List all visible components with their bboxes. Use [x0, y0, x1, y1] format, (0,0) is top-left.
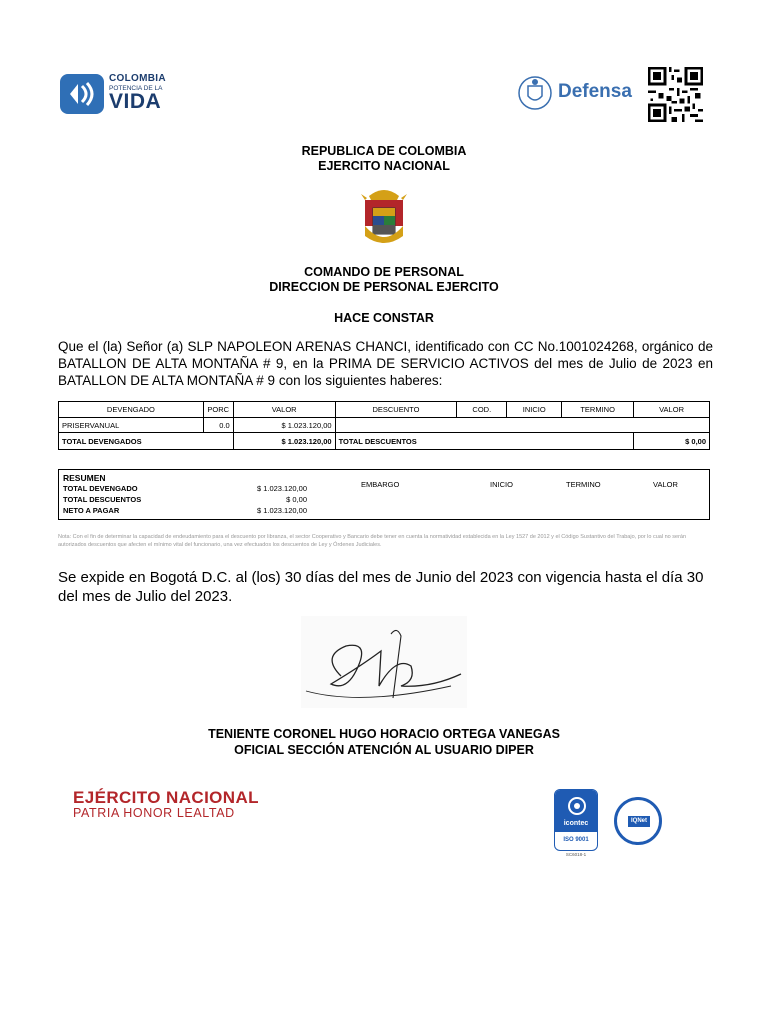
- haberes-table: [58, 401, 710, 450]
- certificate-code: SC6018-1: [565, 852, 587, 857]
- signer-role: OFICIAL SECCIÓN ATENCIÓN AL USUARIO DIPER: [234, 743, 534, 757]
- iso-label: ISO 9001: [563, 837, 589, 843]
- col-header-termino: TERMINO: [562, 402, 634, 418]
- colombia-coat-of-arms-icon: [516, 74, 554, 112]
- logo-text-potencia: POTENCIA DE LA: [109, 85, 163, 92]
- resumen-total-devengado-value: $ 1.023.120,00: [256, 484, 307, 493]
- resumen-neto-label: NETO A PAGAR: [63, 506, 120, 515]
- handwritten-signature: [301, 616, 467, 708]
- legal-note: Nota: Con el fin de determinar la capacidad de endeudamiento para el descuento por libranza, el sector Cooperativo y Bancario debe tener en cuenta la normatividad establecida en la Ley 1527 de 2012 y el Código Sustantivo del Trabajo, por lo cual no serán autorizados descuentos que afecten el mínimo vital del funcionario, una vez efectuados los descuentos de Ley y Órdenes Judiciales.: [58, 534, 687, 548]
- resumen-total-descuentos-value: $ 0,00: [286, 495, 307, 504]
- total-descuentos-value: $ 0,00: [634, 433, 710, 450]
- resumen-box: [58, 469, 710, 520]
- title-hace-constar: HACE CONSTAR: [334, 311, 434, 325]
- resumen-header-termino: TERMINO: [566, 480, 601, 489]
- col-header-descuento: DESCUENTO: [335, 402, 457, 418]
- col-header-porc: PORC: [203, 402, 233, 418]
- ejercito-shield-icon: [359, 186, 409, 248]
- defensa-label: Defensa: [558, 81, 632, 102]
- table-totals-row: [59, 433, 710, 450]
- certificate-body-text: Que el (la) Señor (a) SLP NAPOLEON ARENAS CHANCI, identificado con CC No.1001024268, orgánico de BATALLON DE ALTA MONTAÑA # 9, en la PRIMA DE SERVICIO ACTIVOS del mes de Julio de 2023 en BATALLON DE ALTA MONTAÑA # 9 con los siguientes haberes:: [58, 339, 713, 388]
- table-row: [59, 418, 710, 433]
- resumen-title: RESUMEN: [63, 473, 106, 483]
- cell-valor: $ 1.023.120,00: [233, 418, 335, 433]
- title-direccion: DIRECCION DE PERSONAL EJERCITO: [269, 280, 499, 294]
- ministerio-defensa-logo: [514, 72, 634, 114]
- iqnet-certification-badge: [614, 797, 662, 845]
- logo-text-colombia: COLOMBIA: [109, 73, 166, 84]
- title-ejercito: EJERCITO NACIONAL: [318, 159, 450, 173]
- logo-text-vida: VIDA: [109, 90, 162, 113]
- col-header-devengado: DEVENGADO: [59, 402, 204, 418]
- icontec-icon: [567, 796, 587, 816]
- col-header-valor-descuento: VALOR: [634, 402, 710, 418]
- colombia-potencia-vida-logo: [60, 72, 180, 116]
- resumen-neto-value: $ 1.023.120,00: [256, 506, 307, 515]
- resumen-total-descuentos-label: TOTAL DESCUENTOS: [63, 495, 142, 504]
- icontec-certification-badge: [554, 789, 598, 851]
- col-header-valor: VALOR: [233, 402, 335, 418]
- total-descuentos-label: TOTAL DESCUENTOS: [335, 433, 634, 450]
- ejercito-motto: PATRIA HONOR LEALTAD: [73, 806, 235, 820]
- resumen-total-devengado-label: TOTAL DEVENGADO: [63, 484, 138, 493]
- colombia-logo-icon: [60, 74, 104, 114]
- icontec-label: icontec: [563, 820, 589, 827]
- col-header-cod: COD.: [457, 402, 507, 418]
- signer-name: TENIENTE CORONEL HUGO HORACIO ORTEGA VANEGAS: [208, 727, 560, 741]
- qr-code-icon: [648, 67, 703, 122]
- total-devengados-value: $ 1.023.120,00: [233, 433, 335, 450]
- issue-statement: Se expide en Bogotá D.C. al (los) 30 días del mes de Junio del 2023 con vigencia hasta el día 30 del mes de Julio del 2023.: [58, 569, 704, 605]
- title-republica: REPUBLICA DE COLOMBIA: [301, 144, 467, 158]
- resumen-header-embargo: EMBARGO: [361, 480, 400, 489]
- table-header-row: [59, 402, 710, 418]
- resumen-header-valor: VALOR: [653, 480, 678, 489]
- ejercito-nacional-wordmark: EJÉRCITO NACIONAL: [73, 788, 259, 807]
- total-devengados-label: TOTAL DEVENGADOS: [59, 433, 234, 450]
- cell-devengado: PRISERVANUAL: [59, 418, 204, 433]
- cell-descuento-empty: [335, 418, 709, 433]
- cell-porc: 0.0: [203, 418, 233, 433]
- resumen-header-inicio: INICIO: [490, 480, 513, 489]
- col-header-inicio: INICIO: [507, 402, 562, 418]
- title-comando: COMANDO DE PERSONAL: [304, 265, 464, 279]
- iqnet-label: IQNet: [628, 816, 650, 827]
